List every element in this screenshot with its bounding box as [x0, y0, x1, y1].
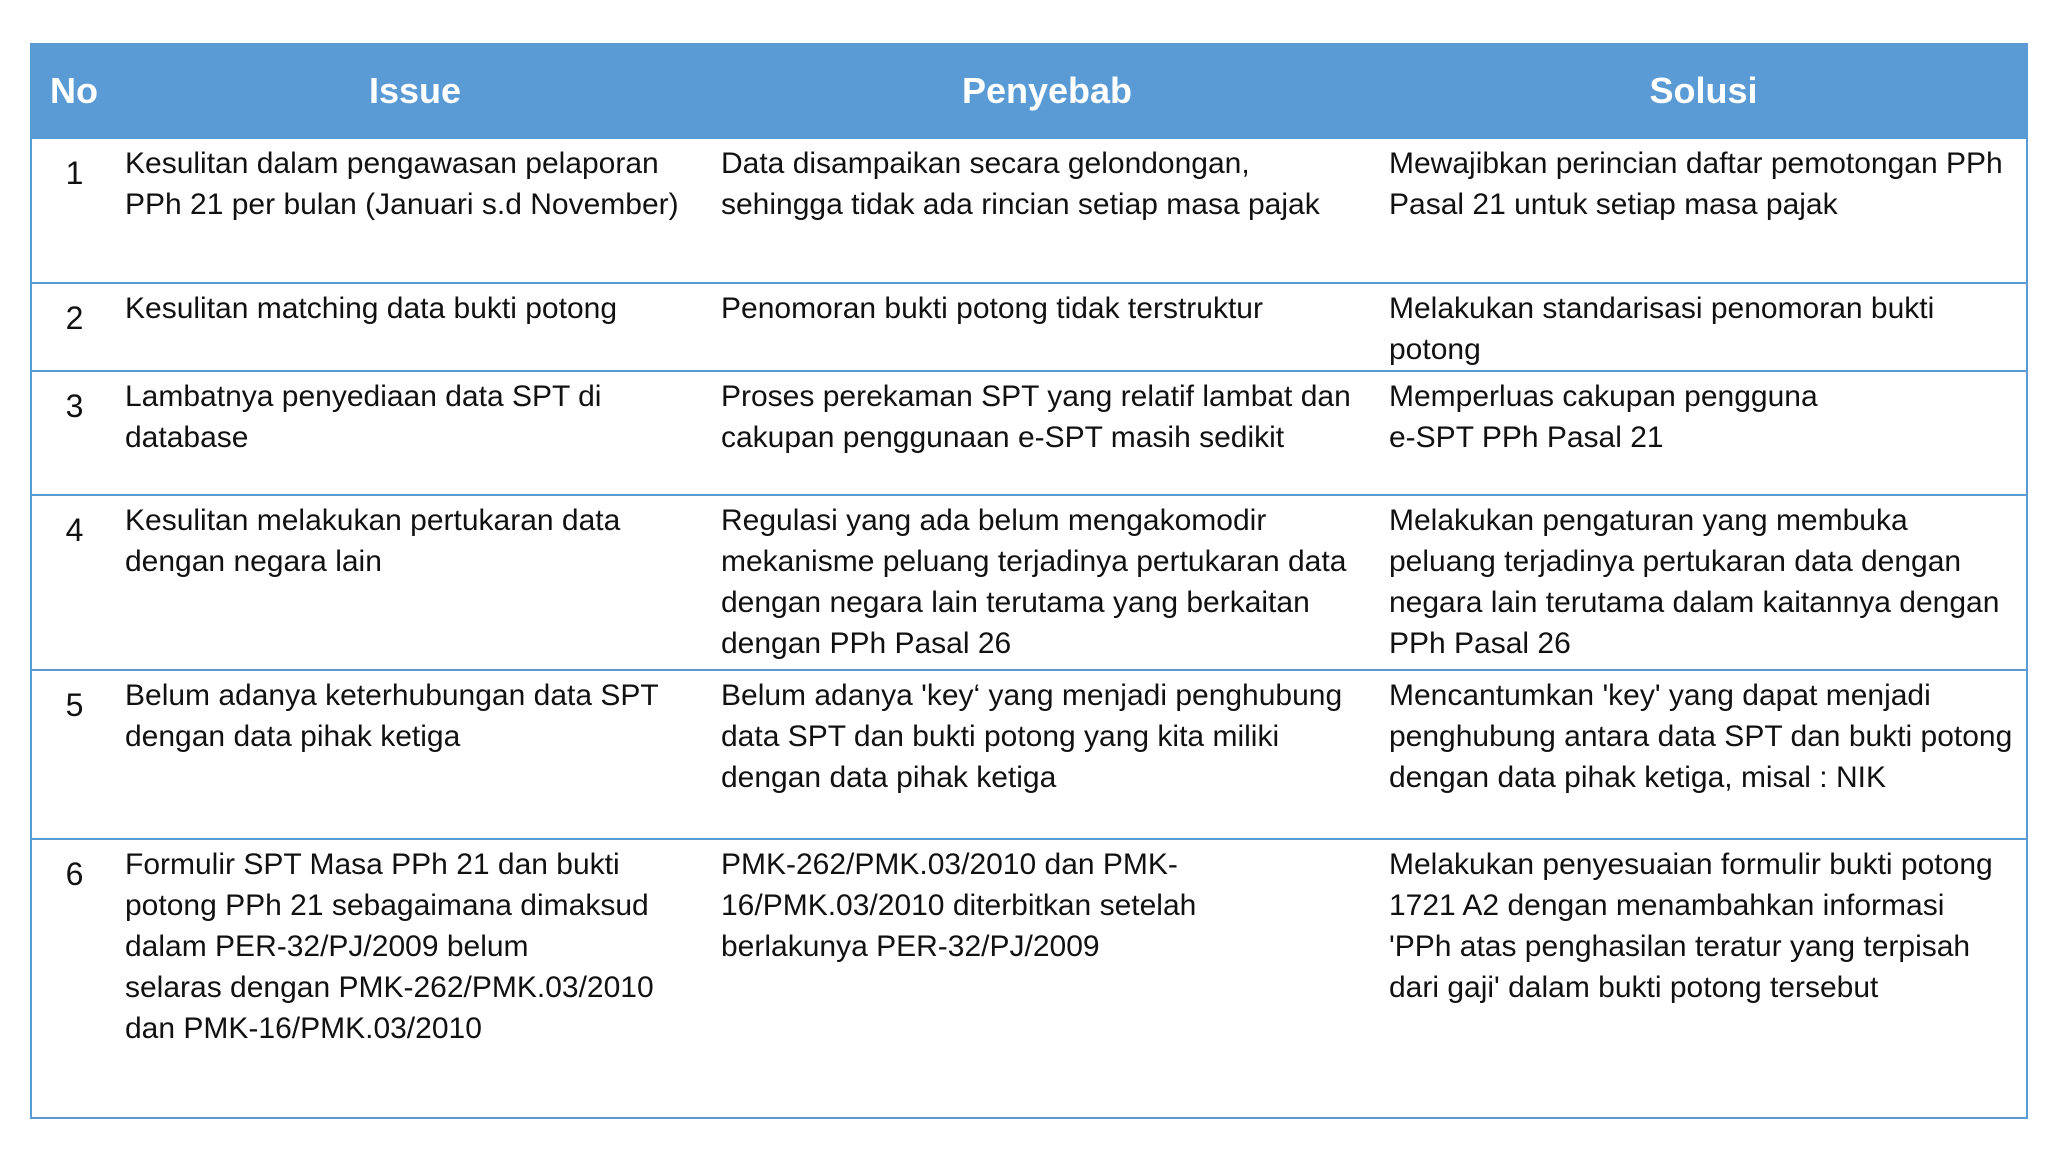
issue-table-container — [30, 43, 2028, 1119]
row-number: 2 — [32, 283, 117, 371]
row-number: 3 — [32, 371, 117, 495]
table-body — [32, 138, 2026, 1117]
solusi-cell: Melakukan standarisasi penomoran bukti potong — [1381, 283, 2026, 371]
table-row — [32, 138, 2026, 283]
penyebab-cell: Penomoran bukti potong tidak terstruktur — [713, 283, 1381, 371]
issue-cell: Lambatnya penyediaan data SPT di database — [117, 371, 713, 495]
header-row — [32, 45, 2026, 138]
row-number: 4 — [32, 495, 117, 670]
row-number: 5 — [32, 670, 117, 839]
issue-table — [32, 45, 2026, 1117]
header-issue: Issue — [117, 45, 713, 138]
header-penyebab: Penyebab — [713, 45, 1381, 138]
issue-cell: Belum adanya keterhubungan data SPT dengan data pihak ketiga — [117, 670, 713, 839]
solusi-cell: Memperluas cakupan pengguna e-SPT PPh Pasal 21 — [1381, 371, 2026, 495]
penyebab-cell: Data disampaikan secara gelondongan, sehingga tidak ada rincian setiap masa pajak — [713, 138, 1381, 283]
issue-cell: Formulir SPT Masa PPh 21 dan bukti potong PPh 21 sebagaimana dimaksud dalam PER-32/PJ/2009 belum selaras dengan PMK-262/PMK.03/2010 dan PMK-16/PMK.03/2010 — [117, 839, 713, 1117]
penyebab-cell: Regulasi yang ada belum mengakomodir mekanisme peluang terjadinya pertukaran data dengan negara lain terutama yang berkaitan dengan PPh Pasal 26 — [713, 495, 1381, 670]
table-row — [32, 839, 2026, 1117]
penyebab-cell: Belum adanya 'key‘ yang menjadi penghubung data SPT dan bukti potong yang kita miliki dengan data pihak ketiga — [713, 670, 1381, 839]
solusi-cell: Melakukan pengaturan yang membuka peluang terjadinya pertukaran data dengan negara lain terutama dalam kaitannya dengan PPh Pasal 26 — [1381, 495, 2026, 670]
issue-cell: Kesulitan dalam pengawasan pelaporan PPh 21 per bulan (Januari s.d November) — [117, 138, 713, 283]
penyebab-cell: Proses perekaman SPT yang relatif lambat dan cakupan penggunaan e-SPT masih sedikit — [713, 371, 1381, 495]
solusi-cell: Mencantumkan 'key' yang dapat menjadi penghubung antara data SPT dan bukti potong dengan data pihak ketiga, misal : NIK — [1381, 670, 2026, 839]
table-row — [32, 283, 2026, 371]
header-solusi: Solusi — [1381, 45, 2026, 138]
table-row — [32, 670, 2026, 839]
table-row — [32, 371, 2026, 495]
solusi-cell: Melakukan penyesuaian formulir bukti potong 1721 A2 dengan menambahkan informasi 'PPh atas penghasilan teratur yang terpisah dari gaji' dalam bukti potong tersebut — [1381, 839, 2026, 1117]
penyebab-cell: PMK-262/PMK.03/2010 dan PMK- 16/PMK.03/2010 diterbitkan setelah berlakunya PER-32/PJ/2009 — [713, 839, 1381, 1117]
row-number: 6 — [32, 839, 117, 1117]
table-header — [32, 45, 2026, 138]
solusi-cell: Mewajibkan perincian daftar pemotongan PPh Pasal 21 untuk setiap masa pajak — [1381, 138, 2026, 283]
header-no: No — [32, 45, 117, 138]
table-row — [32, 495, 2026, 670]
issue-cell: Kesulitan melakukan pertukaran data dengan negara lain — [117, 495, 713, 670]
row-number: 1 — [32, 138, 117, 283]
issue-cell: Kesulitan matching data bukti potong — [117, 283, 713, 371]
